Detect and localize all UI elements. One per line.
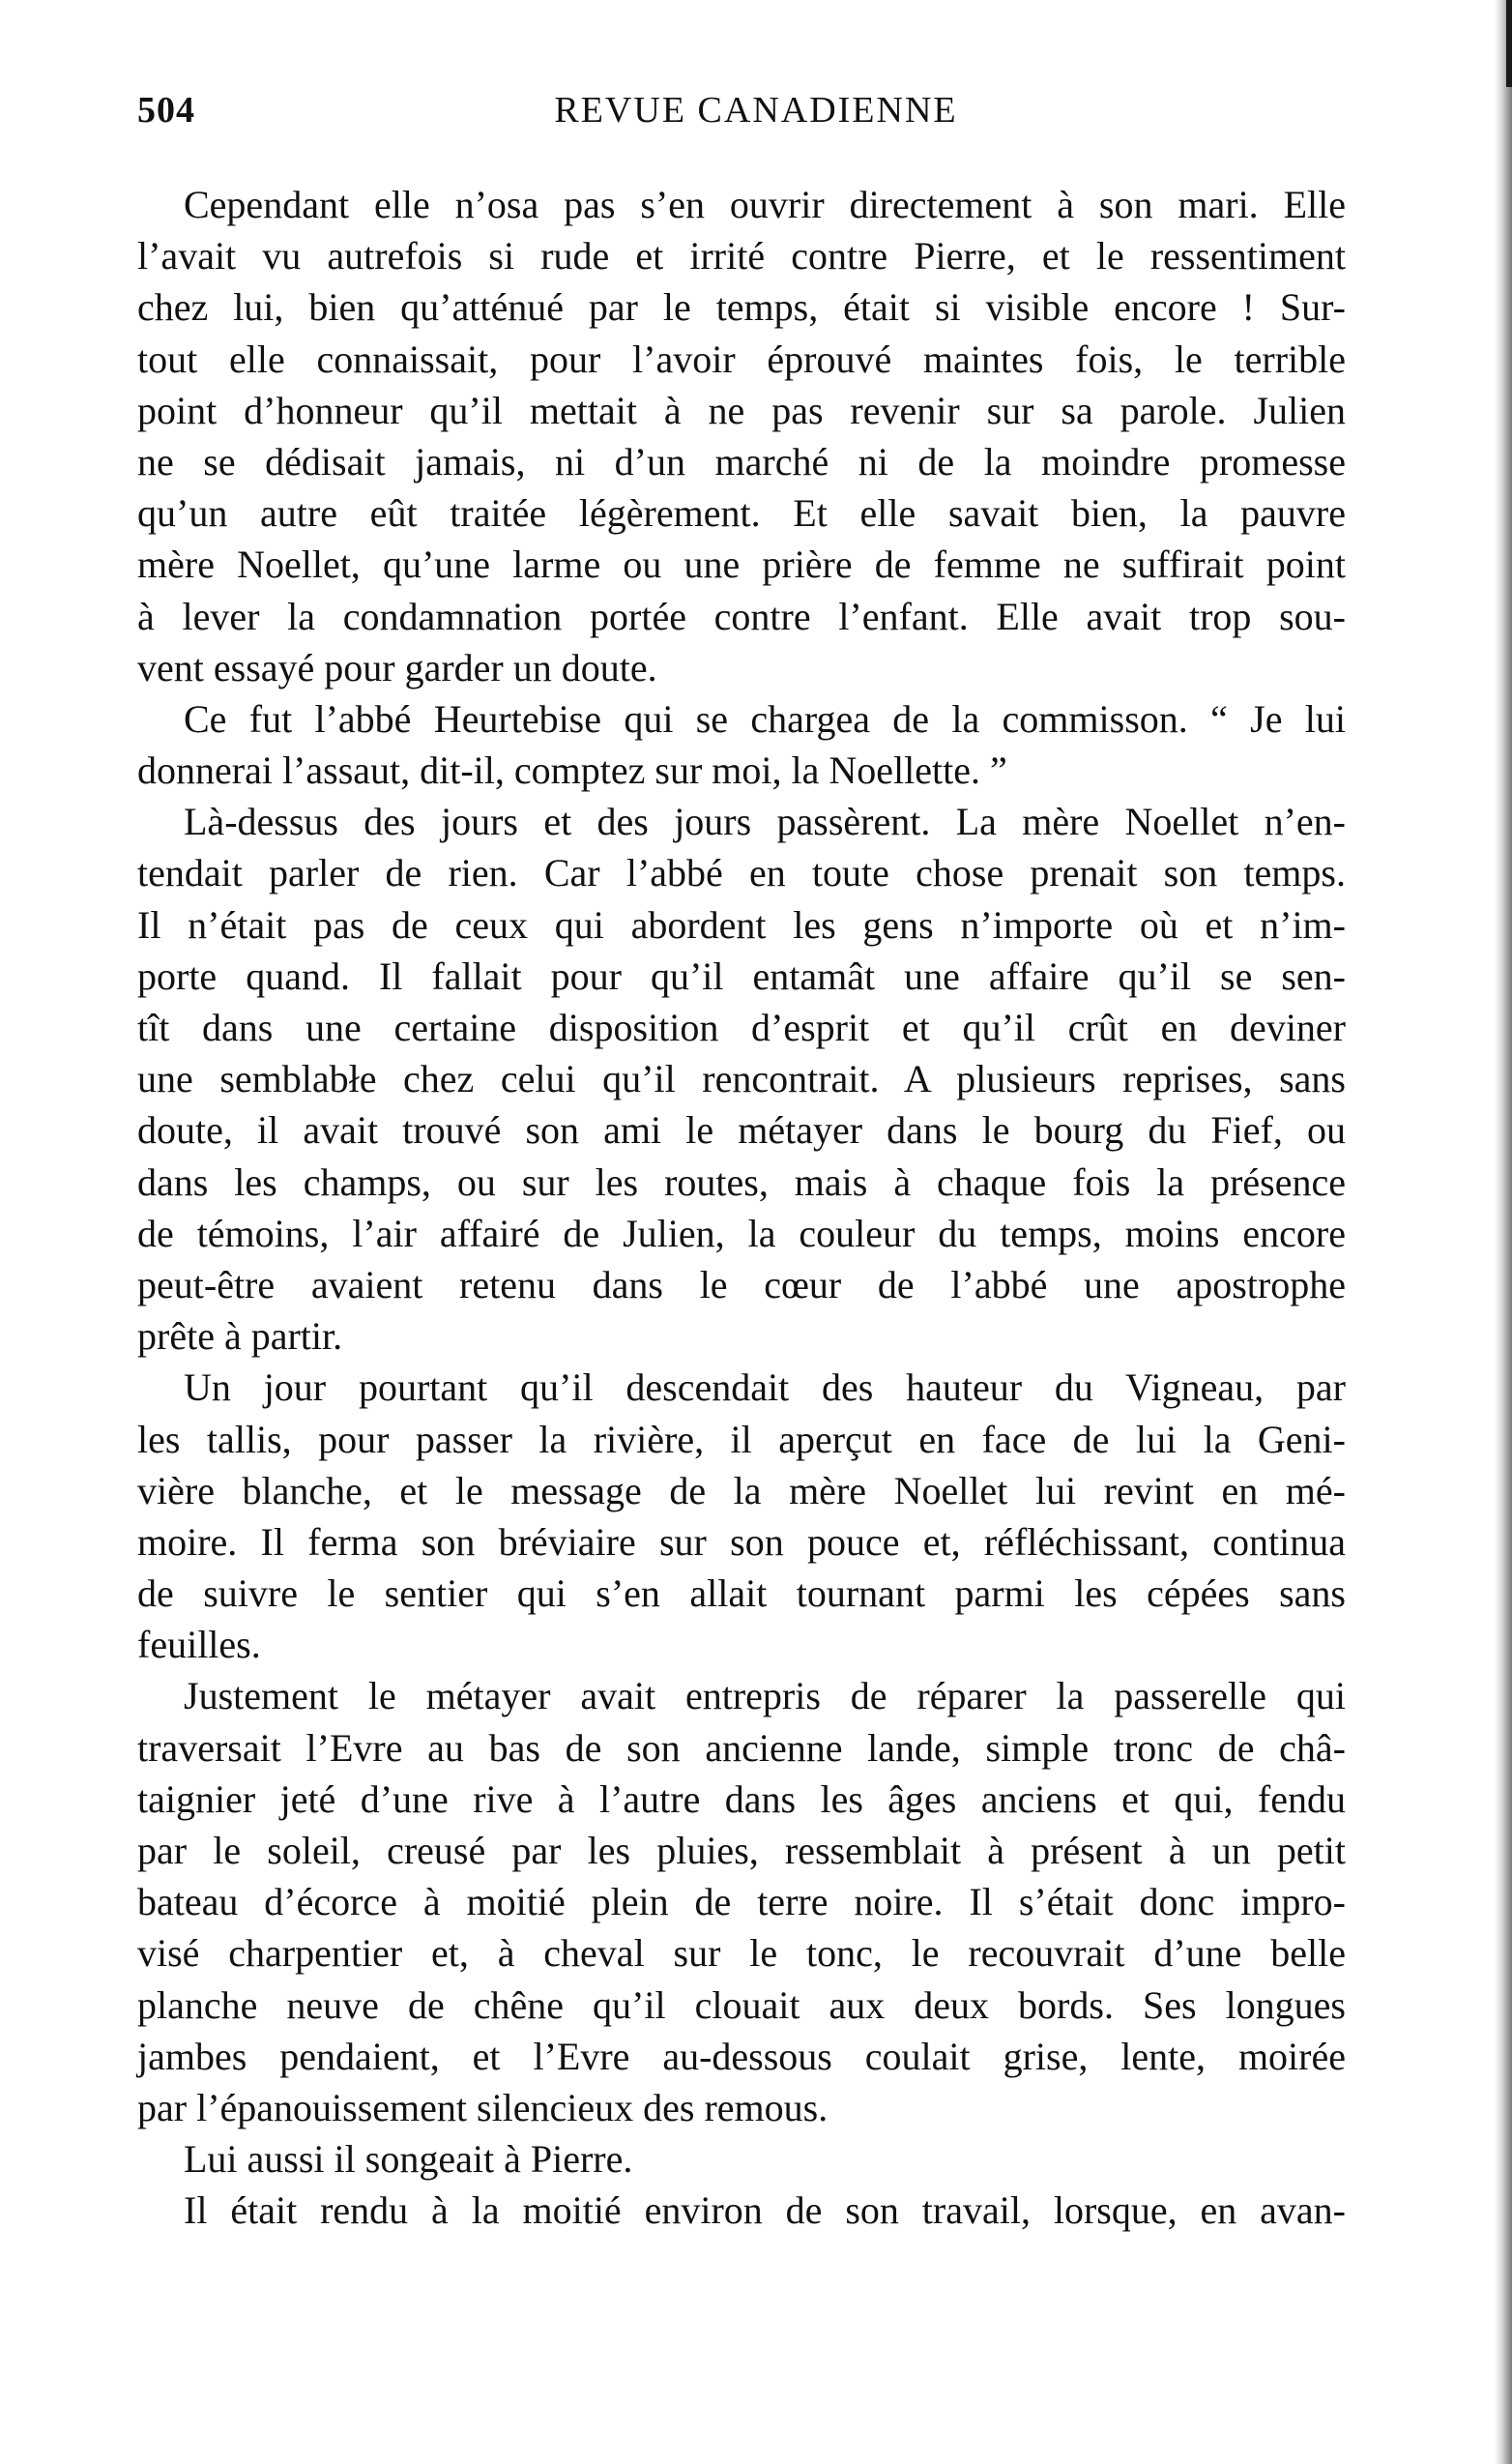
text-line: vière blanche, et le message de la mère Noellet lui revint en mé-: [137, 1468, 1346, 1512]
text-line: tout elle connaissait, pour l’avoir éprouvé maintes fois, le terrible: [137, 337, 1346, 381]
body-text: [137, 179, 1346, 2237]
text-line: Là-dessus des jours et des jours passèrent. La mère Noellet n’en-: [184, 800, 1346, 844]
text-line: à lever la condamnation portée contre l’enfant. Elle avait trop sou-: [137, 594, 1346, 638]
text-line: qu’un autre eût traitée légèrement. Et elle savait bien, la pauvre: [137, 491, 1346, 536]
text-line: taignier jeté d’une rive à l’autre dans les âges anciens et qui, fendu: [137, 1776, 1346, 1821]
text-line: de suivre le sentier qui s’en allait tournant parmi les cépées sans: [137, 1571, 1346, 1616]
text-line: prête à partir.: [137, 1314, 343, 1359]
text-line: doute, il avait trouvé son ami le métayer dans le bourg du Fief, ou: [137, 1108, 1346, 1153]
text-line: Il n’était pas de ceux qui abordent les gens n’importe où et n’im-: [137, 902, 1346, 947]
text-line: point d’honneur qu’il mettait à ne pas revenir sur sa parole. Julien: [137, 388, 1346, 432]
text-line: chez lui, bien qu’atténué par le temps, était si visible encore ! Sur-: [137, 285, 1346, 330]
text-line: moire. Il ferma son bréviaire sur son pouce et, réfléchissant, continua: [137, 1519, 1346, 1564]
text-line: dans les champs, ou sur les routes, mais à chaque fois la présence: [137, 1159, 1346, 1204]
page-number: 504: [137, 90, 195, 131]
text-line: Cependant elle n’osa pas s’en ouvrir directement à son mari. Elle: [184, 183, 1346, 226]
text-line: l’avait vu autrefois si rude et irrité contre Pierre, et le ressentiment: [137, 234, 1346, 279]
text-line: bateau d’écorce à moitié plein de terre noire. Il s’était donc impro-: [137, 1880, 1346, 1924]
page-header: [137, 89, 1365, 147]
text-line: planche neuve de chêne qu’il clouait aux deux bords. Ses longues: [137, 1982, 1346, 2027]
text-line: Ce fut l’abbé Heurtebise qui se chargea de la commisson. “ Je lui: [184, 696, 1346, 741]
text-line: traversait l’Evre au bas de son ancienne lande, simple tronc de châ-: [137, 1725, 1346, 1770]
text-line: tît dans une certaine disposition d’esprit et qu’il crût en deviner: [137, 1006, 1346, 1049]
text-line: Justement le métayer avait entrepris de réparer la passerelle qui: [184, 1674, 1346, 1718]
text-line: Un jour pourtant qu’il descendait des hauteur du Vigneau, par: [184, 1365, 1346, 1410]
text-line: feuilles.: [137, 1623, 261, 1667]
text-line: peut-être avaient retenu dans le cœur de l’abbé une apostrophe: [137, 1262, 1346, 1306]
scan-edge-mark: [1506, 0, 1512, 87]
text-line: ne se dédisait jamais, ni d’un marché ni de la moindre promesse: [137, 439, 1346, 484]
text-line: Il était rendu à la moitié environ de son travail, lorsque, en avan-: [184, 2188, 1346, 2233]
text-line: par le soleil, creusé par les pluies, ressemblait à présent à un petit: [137, 1829, 1346, 1872]
text-line: jambes pendaient, et l’Evre au-dessous coulait grise, lente, moirée: [137, 2034, 1346, 2078]
text-line: donnerai l’assaut, dit-il, comptez sur moi, la Noellette. ”: [137, 748, 1007, 793]
text-line: vent essayé pour garder un doute.: [137, 645, 657, 689]
running-head: REVUE CANADIENNE: [554, 90, 958, 131]
text-line: Lui aussi il songeait à Pierre.: [184, 2137, 633, 2182]
text-line: visé charpentier et, à cheval sur le tonc, le recouvrait d’une belle: [137, 1931, 1346, 1976]
text-line: les tallis, pour passer la rivière, il aperçut en face de lui la Geni-: [137, 1417, 1346, 1461]
text-line: mère Noellet, qu’une larme ou une prière de femme ne suffirait point: [137, 543, 1346, 587]
text-line: par l’épanouissement silencieux des remous.: [137, 2085, 829, 2129]
scan-edge-shadow: [1495, 0, 1512, 2464]
text-line: une semblabłe chez celui qu’il rencontrait. A plusieurs reprises, sans: [137, 1057, 1346, 1101]
text-line: tendait parler de rien. Car l’abbé en toute chose prenait son temps.: [137, 851, 1346, 895]
text-line: porte quand. Il fallait pour qu’il entamât une affaire qu’il se sen-: [137, 953, 1346, 998]
text-line: de témoins, l’air affairé de Julien, la couleur du temps, moins encore: [137, 1211, 1346, 1255]
